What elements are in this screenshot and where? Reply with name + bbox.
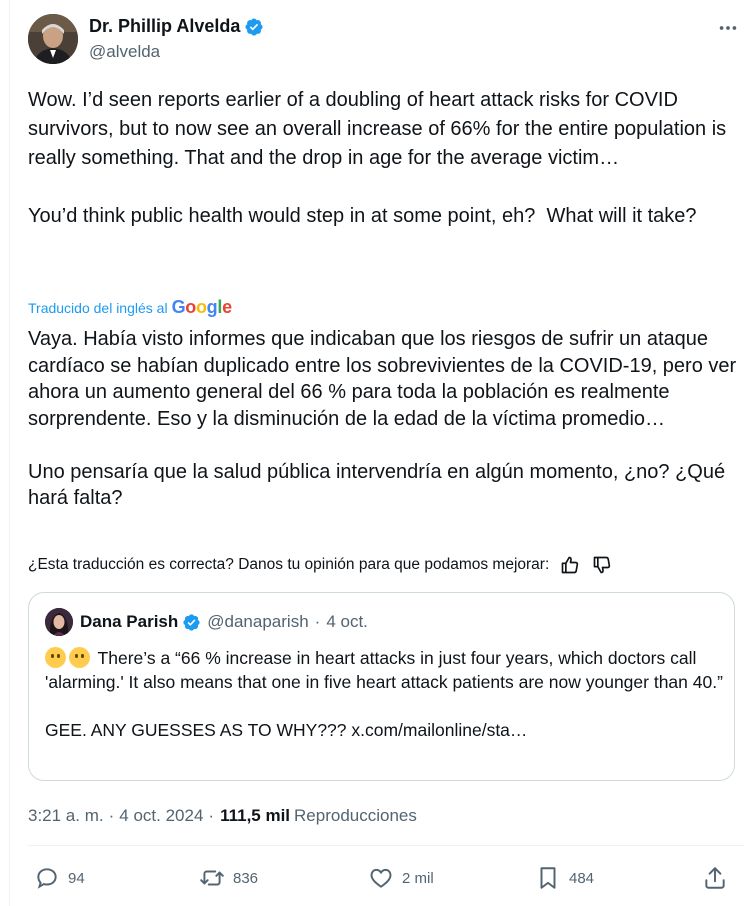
- bookmark-icon: [535, 865, 561, 891]
- verified-badge-icon[interactable]: [182, 613, 201, 632]
- bookmark-count: 484: [569, 869, 595, 887]
- quoted-handle[interactable]: @danaparish: [207, 612, 309, 631]
- meta-separator: ·: [108, 806, 115, 825]
- like-button[interactable]: [368, 862, 434, 894]
- thumbs-down-icon[interactable]: [591, 554, 613, 576]
- divider: [28, 845, 744, 846]
- translated-text: Vaya. Había visto informes que indicaban que los riesgos de sufrir un ataque cardíaco se habían duplicado entre los sobrevivientes de la COVID-19, pero ver ahora un aumento general del 66 % para toda la población es realmente sorprendente. Eso y la disminución de la edad de la víctima promedio… Uno pensaría que la salud pública intervendría en algún momento, ¿no? ¿Qué hará falta?: [28, 328, 737, 509]
- translated-by-label: Traducido del inglés al: [28, 299, 168, 316]
- share-button[interactable]: [702, 862, 728, 894]
- translation-feedback: [28, 554, 613, 576]
- post-text: Wow. I’d seen reports earlier of a doubling of heart attack risks for COVID survivors, but to now see an overall increase of 66% for the entire population is really something. That and the drop in age for the average victim… You’d think public health would step in at some point, eh? What will it take?: [28, 89, 727, 227]
- author-name-row: [89, 16, 264, 37]
- bookmark-button[interactable]: [535, 862, 594, 894]
- post-header: [28, 12, 740, 64]
- translation-attribution[interactable]: [28, 297, 232, 318]
- feedback-prompt: ¿Esta traducción es correcta? Danos tu opinión para que podamos mejorar:: [28, 556, 550, 573]
- shrug-icon: [69, 647, 90, 668]
- post-meta: [28, 806, 417, 826]
- repost-icon: [199, 865, 225, 891]
- reply-count: 94: [68, 869, 85, 887]
- post-time[interactable]: 3:21 a. m.: [28, 806, 104, 825]
- heart-icon: [368, 865, 394, 891]
- quoted-header: [80, 612, 368, 632]
- quoted-avatar-photo: [45, 608, 73, 636]
- timeline-border: [9, 0, 10, 906]
- quoted-display-name[interactable]: Dana Parish: [80, 612, 179, 631]
- repost-count: 836: [233, 869, 259, 887]
- repost-button[interactable]: [199, 862, 258, 894]
- views-count: 111,5 mil: [220, 806, 291, 825]
- face-rolling-eyes-icon: [45, 647, 66, 668]
- share-icon: [702, 865, 728, 891]
- author-avatar[interactable]: [28, 14, 78, 64]
- google-logo: Google: [171, 297, 232, 317]
- quoted-separator: ·: [314, 612, 321, 631]
- reply-icon: [34, 865, 60, 891]
- quoted-author-avatar[interactable]: [45, 608, 73, 636]
- verified-badge-icon[interactable]: [244, 17, 264, 37]
- meta-separator-2: ·: [208, 806, 215, 825]
- quoted-text: There’s a “66 % increase in heart attacks in just four years, which doctors call 'alarming.' It also means that one in five heart attack patients are now younger than 40.” GEE. ANY GUESSES AS TO WHY??? x.com/mailonline/sta…: [45, 648, 723, 740]
- quoted-date[interactable]: 4 oct.: [326, 612, 368, 631]
- avatar-photo: [28, 14, 78, 64]
- views-label: Reproducciones: [294, 806, 417, 825]
- post-date[interactable]: 4 oct. 2024: [119, 806, 204, 825]
- like-count: 2 mil: [402, 869, 434, 887]
- thumbs-up-icon[interactable]: [559, 554, 581, 576]
- action-bar: [34, 862, 734, 894]
- author-display-name[interactable]: Dr. Phillip Alvelda: [89, 16, 241, 36]
- author-handle[interactable]: @alvelda: [89, 42, 161, 61]
- quoted-post[interactable]: [28, 592, 735, 781]
- quoted-text-container: [45, 646, 725, 742]
- more-options-icon[interactable]: [716, 16, 740, 40]
- reply-button[interactable]: [34, 862, 85, 894]
